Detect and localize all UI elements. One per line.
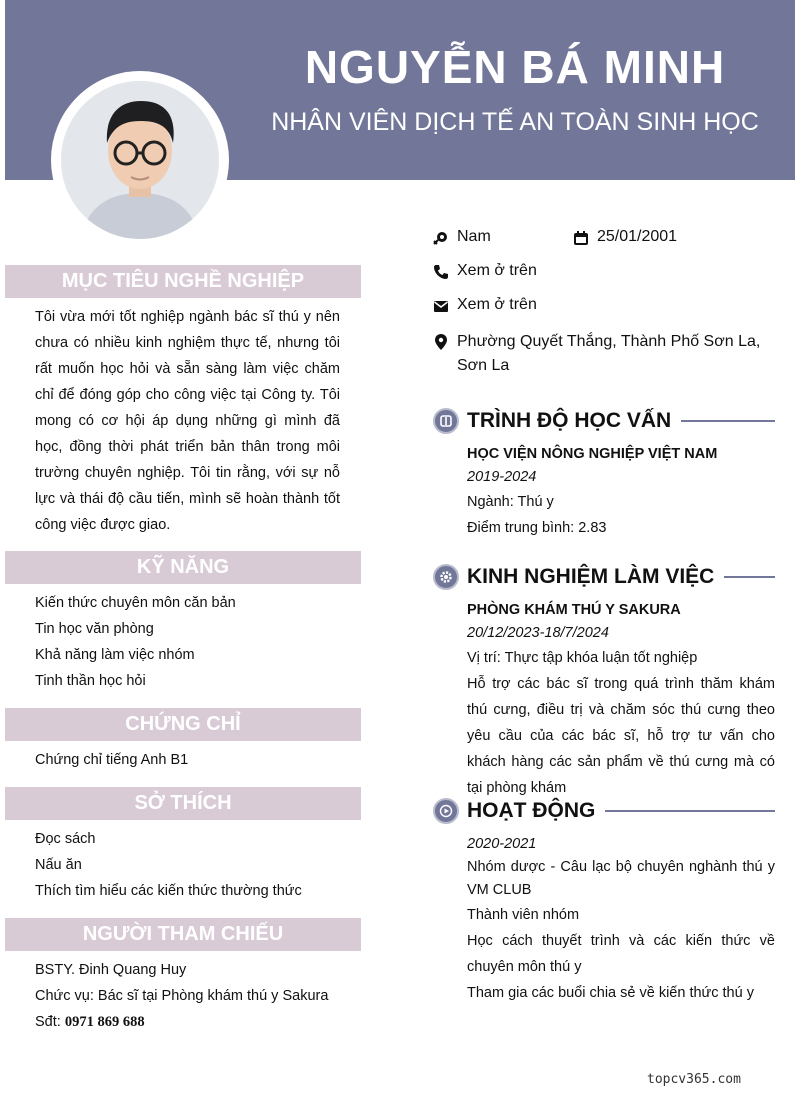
email-icon	[433, 298, 449, 314]
experience-header	[433, 562, 775, 592]
experience-company: PHÒNG KHÁM THÚ Y SAKURA	[467, 602, 681, 618]
activities-item: Tham gia các buổi chia sẻ về kiến thức thú y	[467, 985, 754, 1001]
hobby-item: Thích tìm hiểu các kiến thức thường thức	[35, 883, 302, 899]
address-line2: Sơn La	[457, 357, 510, 374]
reference-phone-label: Sđt:	[35, 1014, 65, 1030]
gender-row	[433, 228, 491, 246]
references-heading: NGƯỜI THAM CHIẾU	[5, 918, 361, 951]
email-row	[433, 296, 537, 314]
reference-position: Chức vụ: Bác sĩ tại Phòng khám thú y Sakura	[35, 988, 329, 1004]
experience-heading: KINH NGHIỆM LÀM VIỆC	[467, 565, 715, 588]
education-heading: TRÌNH ĐỘ HỌC VẤN	[467, 409, 672, 432]
candidate-name: NGUYỄN BÁ MINH	[304, 41, 726, 93]
avatar	[61, 81, 219, 239]
calendar-icon	[573, 230, 589, 246]
activities-heading: HOẠT ĐỘNG	[467, 799, 596, 822]
phone-row	[433, 262, 537, 280]
gear-icon	[433, 564, 459, 590]
skills-heading: KỸ NĂNG	[5, 551, 361, 584]
phone-value: Xem ở trên	[457, 262, 537, 279]
education-period: 2019-2024	[467, 469, 537, 485]
gender-icon	[433, 230, 449, 246]
experience-description: Hỗ trợ các bác sĩ trong quá trình thăm khám thú cưng, điều trị và chăm sóc thú cưng theo yêu cầu của các bác sĩ, hỗ trợ tư vấn cho khách hàng các sản phẩm về thú cưng mà có tại phòng khám	[467, 676, 775, 796]
book-icon	[433, 408, 459, 434]
phone-icon	[433, 264, 449, 280]
play-icon	[433, 798, 459, 824]
birthday-value: 25/01/2001	[597, 228, 678, 245]
experience-divider	[724, 576, 775, 578]
hobby-item: Nấu ăn	[35, 857, 82, 873]
education-major: Ngành: Thú y	[467, 494, 554, 510]
birthday-row	[573, 228, 677, 246]
experience-period: 20/12/2023-18/7/2024	[467, 625, 609, 641]
reference-phone: 0971 869 688	[64, 1014, 145, 1030]
activities-org-line1: Nhóm dược - Câu lạc bộ chuyên nghành thú y	[467, 859, 775, 875]
activities-item: Học cách thuyết trình và các kiến thức về chuyên môn thú y	[467, 933, 775, 975]
objective-heading: MỤC TIÊU NGHỀ NGHIỆP	[5, 265, 361, 298]
skill-item: Khả năng làm việc nhóm	[35, 647, 195, 663]
reference-name: BSTY. Đinh Quang Huy	[35, 962, 187, 978]
reference-phone-row	[35, 1014, 145, 1031]
education-school: HỌC VIỆN NÔNG NGHIỆP VIỆT NAM	[467, 446, 718, 462]
certificate-item: Chứng chỉ tiếng Anh B1	[35, 752, 189, 768]
address-value	[457, 330, 767, 378]
skill-item: Tin học văn phòng	[35, 621, 154, 637]
activities-header	[433, 796, 775, 826]
education-gpa: Điểm trung bình: 2.83	[467, 520, 607, 536]
candidate-title: NHÂN VIÊN DỊCH TẾ AN TOÀN SINH HỌC	[271, 108, 759, 136]
email-value: Xem ở trên	[457, 296, 537, 313]
education-divider	[681, 420, 775, 422]
objective-text: Tôi vừa mới tốt nghiệp ngành bác sĩ thú y nên chưa có nhiều kinh nghiệm thực tế, nhưng tôi rất muốn học hỏi và sẵn sàng làm việc chăm chỉ để đóng góp cho công việc tại Công ty. Tôi mong có cơ hội áp dụng những gì mình đã học, đồng thời phát triển bản thân trong môi trường chuyên nghiệp. Tôi tin rằng, với sự nỗ lực và thái độ cầu tiến, mình sẽ hoàn thành tốt công việc được giao.	[35, 309, 340, 533]
education-header	[433, 406, 775, 436]
location-icon	[433, 334, 449, 350]
skill-item: Kiến thức chuyên môn căn bản	[35, 595, 236, 611]
skill-item: Tinh thần học hỏi	[35, 673, 146, 689]
address-line1: Phường Quyết Thắng, Thành Phố Sơn La,	[457, 333, 761, 350]
activities-org-line2: VM CLUB	[467, 882, 532, 898]
activities-period: 2020-2021	[467, 836, 537, 852]
hobby-item: Đọc sách	[35, 831, 96, 847]
certificates-heading: CHỨNG CHỈ	[5, 708, 361, 741]
gender-value: Nam	[457, 228, 491, 245]
activities-role: Thành viên nhóm	[467, 907, 580, 923]
experience-position: Vị trí: Thực tập khóa luận tốt nghiệp	[467, 650, 698, 666]
activities-divider	[605, 810, 775, 812]
watermark: topcv365.com	[647, 1072, 741, 1087]
address-row	[433, 330, 767, 378]
hobbies-heading: SỞ THÍCH	[5, 787, 361, 820]
